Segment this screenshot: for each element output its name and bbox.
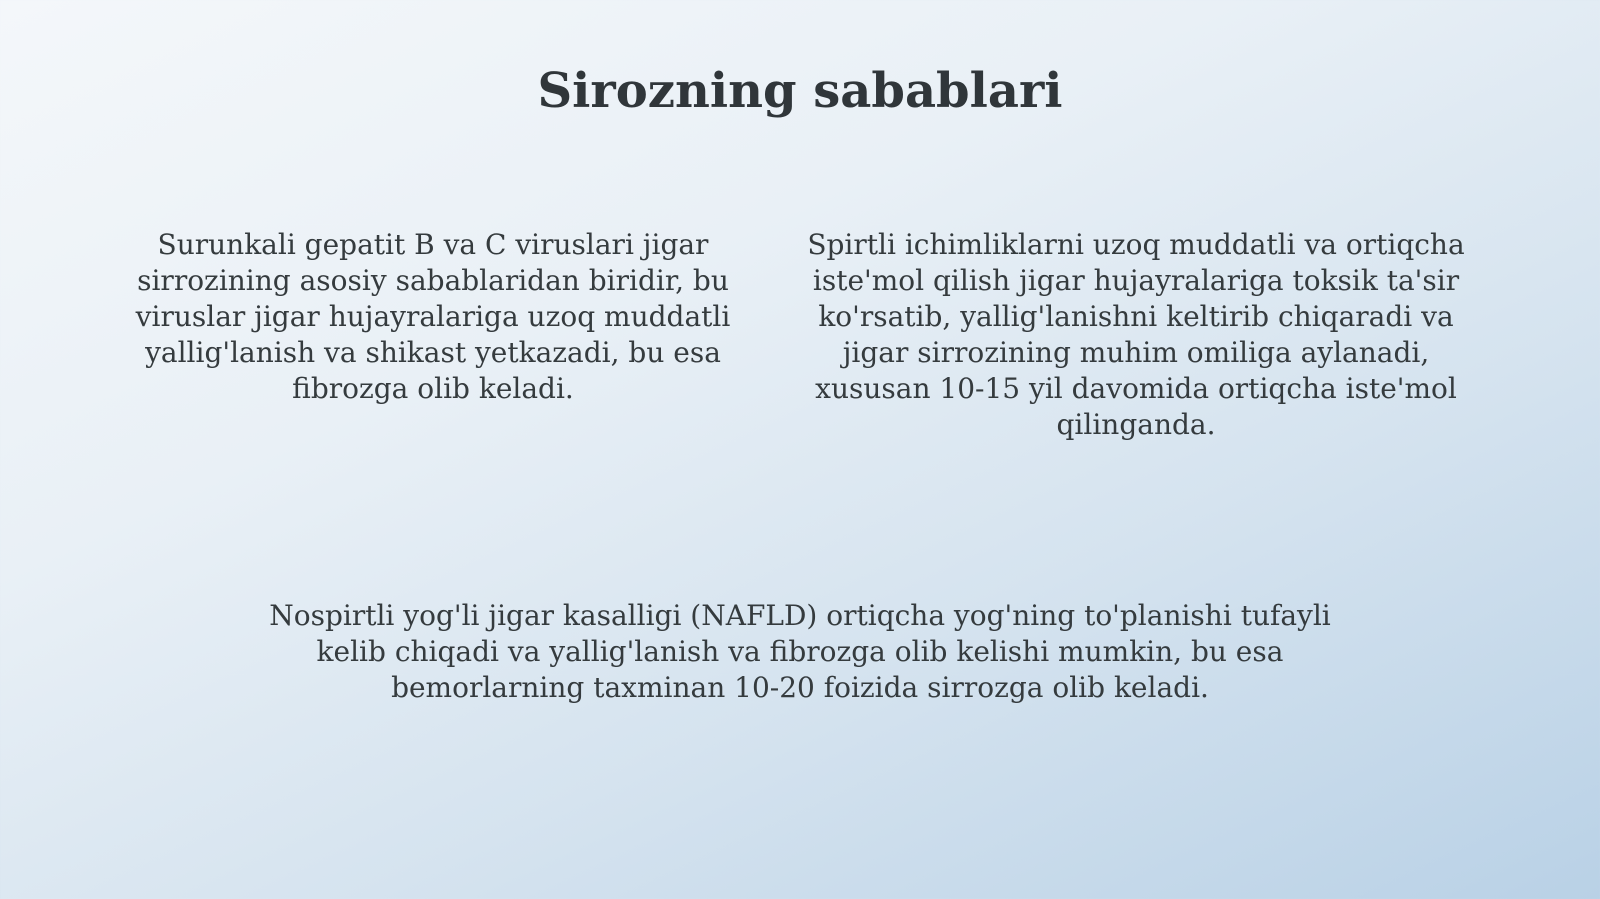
- cause-hepatitis-paragraph: Surunkali gepatit B va C viruslari jigar sirrozining asosiy sabablaridan biridir, bu viruslar jigar hujayralariga uzoq muddatli yallig'lanish va shikast yetkazadi, bu esa fibrozga olib keladi.: [135, 228, 731, 405]
- cause-alcohol-paragraph: Spirtli ichimliklarni uzoq muddatli va ortiqcha iste'mol qilish jigar hujayralariga toksik ta'sir ko'rsatib, yallig'lanishni keltirib chiqaradi va jigar sirrozining muhim omiliga aylanadi, xususan 10-15 yil davomida ortiqcha iste'mol qilinganda.: [807, 228, 1465, 441]
- slide-title: Sirozning sabablari: [537, 63, 1063, 119]
- cause-nafld-paragraph: Nospirtli yog'li jigar kasalligi (NAFLD) ortiqcha yog'ning to'planishi tufayli kelib chiqadi va yallig'lanish va fibrozga olib kelishi mumkin, bu esa bemorlarning taxminan 10-20 foizida sirrozga olib keladi.: [269, 599, 1331, 704]
